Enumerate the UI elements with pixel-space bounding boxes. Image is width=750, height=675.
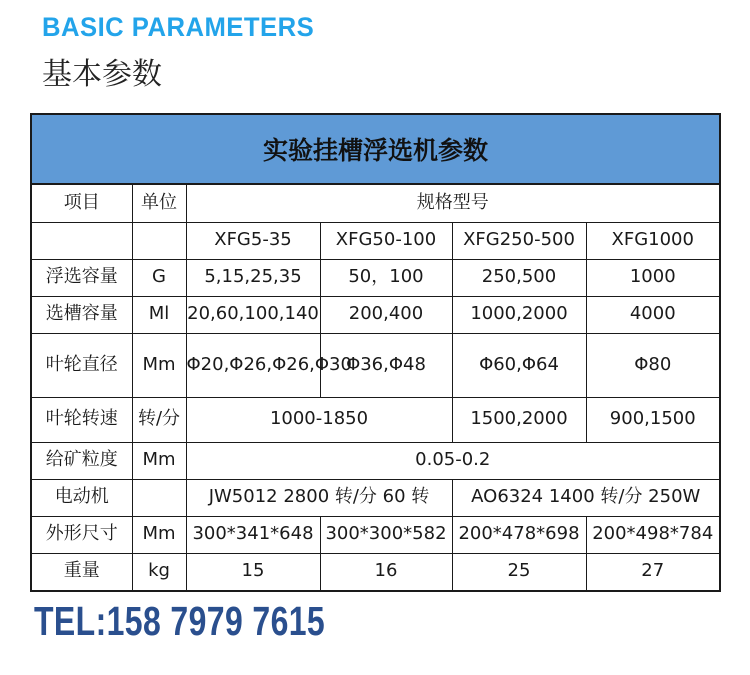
- model-cell: XFG5-35: [186, 222, 320, 259]
- table-row: [32, 333, 719, 397]
- table-row: [32, 553, 719, 590]
- row-value: 1500,2000: [452, 397, 586, 442]
- telephone-number: TEL:158 7979 7615: [34, 598, 326, 644]
- row-value: 200*478*698: [452, 516, 586, 553]
- row-value: AO6324 1400 转/分 250W: [452, 479, 719, 516]
- header-unit: 单位: [132, 185, 186, 222]
- row-value: 50，100: [320, 259, 452, 296]
- table-row: [32, 442, 719, 479]
- row-value: 200,400: [320, 296, 452, 333]
- row-value: 1000: [586, 259, 719, 296]
- row-unit: 转/分: [132, 397, 186, 442]
- row-unit: Mm: [132, 516, 186, 553]
- row-value: 250,500: [452, 259, 586, 296]
- model-cell: XFG50-100: [320, 222, 452, 259]
- row-value: 15: [186, 553, 320, 590]
- table-row: [32, 259, 719, 296]
- row-label: 浮选容量: [32, 259, 132, 296]
- row-label: 电动机: [32, 479, 132, 516]
- model-cell: XFG1000: [586, 222, 719, 259]
- row-value: Φ60,Φ64: [452, 333, 586, 397]
- table-row: [32, 397, 719, 442]
- row-label: 叶轮直径: [32, 333, 132, 397]
- row-unit: kg: [132, 553, 186, 590]
- row-value: 0.05-0.2: [186, 442, 719, 479]
- row-label: 外形尺寸: [32, 516, 132, 553]
- row-value: 300*300*582: [320, 516, 452, 553]
- table-row: [32, 479, 719, 516]
- row-value: 1000-1850: [186, 397, 452, 442]
- row-value: 16: [320, 553, 452, 590]
- models-label-cell: [32, 222, 132, 259]
- row-value: Φ20,Φ26,Φ26,Φ30: [186, 333, 320, 397]
- parameters-table: [32, 185, 719, 590]
- row-value: 200*498*784: [586, 516, 719, 553]
- row-value: 300*341*648: [186, 516, 320, 553]
- row-label: 选槽容量: [32, 296, 132, 333]
- row-value: 20,60,100,140: [186, 296, 320, 333]
- row-label: 给矿粒度: [32, 442, 132, 479]
- models-row: [32, 222, 719, 259]
- row-value: 27: [586, 553, 719, 590]
- table-row: [32, 296, 719, 333]
- header-spec: 规格型号: [186, 185, 719, 222]
- table-header-row: [32, 185, 719, 222]
- row-label: 叶轮转速: [32, 397, 132, 442]
- parameters-table-container: [30, 113, 721, 592]
- row-unit: Mm: [132, 442, 186, 479]
- heading-english: BASIC PARAMETERS: [42, 12, 315, 42]
- row-value: JW5012 2800 转/分 60 转: [186, 479, 452, 516]
- row-unit: G: [132, 259, 186, 296]
- row-value: 4000: [586, 296, 719, 333]
- table-title: 实验挂槽浮选机参数: [32, 115, 719, 185]
- row-value: 1000,2000: [452, 296, 586, 333]
- row-unit: Mm: [132, 333, 186, 397]
- row-value: 5,15,25,35: [186, 259, 320, 296]
- row-value: 900,1500: [586, 397, 719, 442]
- model-cell: XFG250-500: [452, 222, 586, 259]
- row-value: Φ36,Φ48: [320, 333, 452, 397]
- header-item: 项目: [32, 185, 132, 222]
- table-row: [32, 516, 719, 553]
- row-value: 25: [452, 553, 586, 590]
- row-unit: Ml: [132, 296, 186, 333]
- heading-chinese: 基本参数: [42, 57, 162, 92]
- row-value: Φ80: [586, 333, 719, 397]
- models-unit-cell: [132, 222, 186, 259]
- row-unit: [132, 479, 186, 516]
- row-label: 重量: [32, 553, 132, 590]
